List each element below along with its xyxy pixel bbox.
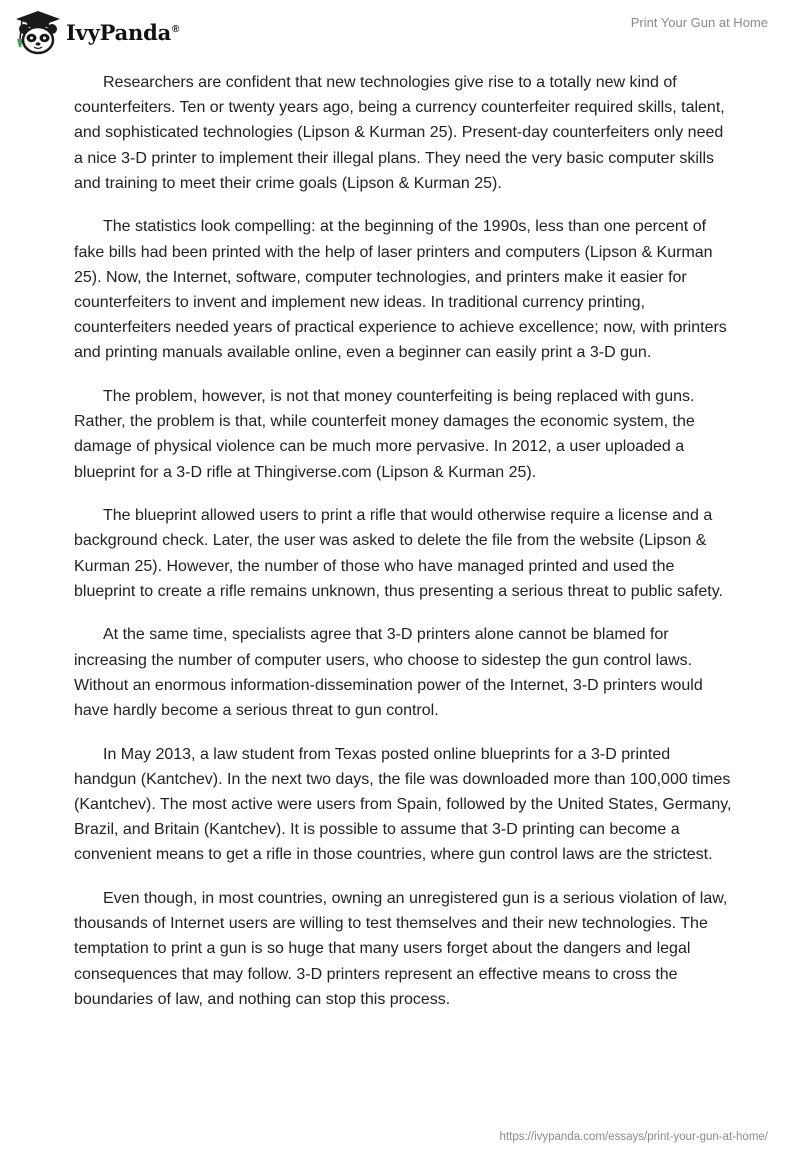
source-url[interactable]: https://ivypanda.com/essays/print-your-gun-at-home/	[499, 1131, 768, 1143]
paragraph: The blueprint allowed users to print a rifle that would otherwise require a license and a background check. Later, the user was asked to delete the file from the website (Lipson & Kurman 25). However, the number of those who have managed printed and used the blueprint to create a rifle remains unknown, thus presenting a serious threat to public safety.	[74, 507, 723, 600]
registered-mark: ®	[172, 23, 180, 35]
document-title: Print Your Gun at Home	[630, 15, 768, 30]
paragraph: The problem, however, is not that money counterfeiting is being replaced with guns. Rather, the problem is that, while counterfeit money damages the economic system, the damage of physical violence can be much more pervasive. In 2012, a user uploaded a blueprint for a 3-D rifle at Thingiverse.com (Lipson & Kurman 25).	[74, 388, 695, 481]
page-header	[0, 0, 800, 60]
paragraph: The statistics look compelling: at the beginning of the 1990s, less than one percent of fake bills had been printed with the help of laser printers and computers (Lipson & Kurman 25). Now, the Internet, software, computer technologies, and printers make it easier for counterfeiters to invent and implement new ideas. In traditional currency printing, counterfeiters needed years of practical experience to achieve excellence; now, with printers and printing manuals available online, even a beginner can easily print a 3-D gun.	[74, 218, 727, 362]
paragraph: Even though, in most countries, owning an unregistered gun is a serious violation of law, thousands of Internet users are willing to test themselves and their new technologies. The temptation to print a gun is so huge that many users forget about the dangers and legal consequences that may follow. 3-D printers represent an effective means to cross the boundaries of law, and nothing can stop this process.	[74, 890, 728, 1008]
logo-wordmark	[66, 20, 179, 45]
paragraph: In May 2013, a law student from Texas posted online blueprints for a 3-D printed handgun (Kantchev). In the next two days, the file was downloaded more than 100,000 times (Kantchev). The most active were users from Spain, followed by the United States, Germany, Brazil, and Britain (Kantchev). It is possible to assume that 3-D printing can become a convenient means to get a rifle in those countries, where gun control laws are the strictest.	[74, 745, 732, 864]
paragraph: Researchers are confident that new technologies give rise to a totally new kind of counterfeiters. Ten or twenty years ago, being a currency counterfeiter required skills, talent, and sophisticated technologies (Lipson & Kurman 25). Present-day counterfeiters only need a nice 3-D printer to implement their illegal plans. They need the very basic computer skills and training to meet their crime goals (Lipson & Kurman 25).	[74, 74, 725, 192]
logo-name: IvyPanda	[66, 19, 172, 45]
essay-body	[74, 70, 734, 1030]
paragraph: At the same time, specialists agree that 3-D printers alone cannot be blamed for increasing the number of computer users, who choose to sidestep the gun control laws. Without an enormous information-dissemination power of the Internet, 3-D printers would have hardly become a serious threat to gun control.	[74, 626, 703, 720]
ivypanda-logo[interactable]	[12, 9, 179, 55]
panda-graduate-icon	[12, 9, 64, 55]
